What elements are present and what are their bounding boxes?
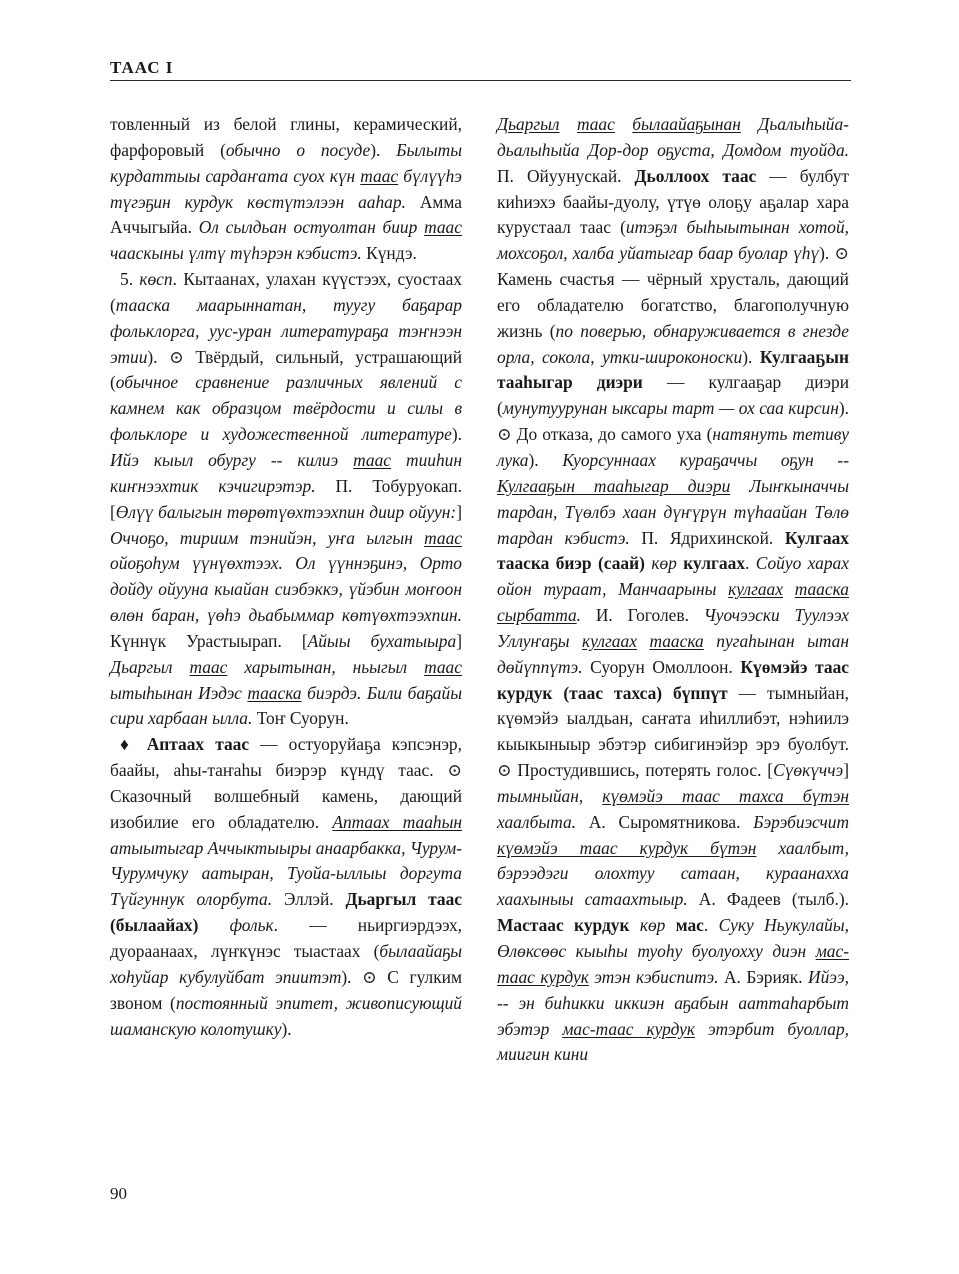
underlined-example: күөмэйэ таас курдук бүтэн — [497, 837, 757, 858]
text-run: Эллэй. — [272, 889, 346, 910]
italic-text: көсп — [139, 269, 173, 290]
underlined-example: таас — [353, 449, 392, 470]
text-run: ] — [456, 630, 462, 651]
italic-text: бүлүүһэ түгэҕин курдук көстүтэлээн ааһар. — [110, 165, 462, 212]
text-run: — булбут киһиэхэ баайы-дуолу, үтүө олоҕу аҕалар хара курустаал таас ( — [497, 165, 849, 238]
underlined-example: таас — [189, 656, 228, 677]
underlined-example: күөмэйэ таас тахса бүтэн — [602, 785, 849, 806]
underlined-example: Дьаргыл — [497, 114, 560, 134]
text-run: — тымныйан, күөмэйэ ыалдьан, саҥата иһиллибэт, нэһиилэ кыыкыныыр эбэтэр сибигинэйэр эрэ буолбут. ⊙ Простудившись, потерять голос. [ — [497, 682, 850, 781]
italic-text: этэрбит буоллар, миигин кини — [497, 1018, 850, 1065]
underlined-example: тааска — [794, 579, 849, 600]
text-run — [198, 915, 229, 935]
italic-text: харытынан, ньыгыл — [227, 656, 425, 677]
left-column — [110, 112, 462, 1042]
headword: Дьаргыл таас (былаайах) — [110, 889, 462, 936]
headword: Мастаас курдук — [497, 915, 630, 936]
italic-text: мунутуурунан ыксары тарт — ох саа кирсин — [502, 398, 839, 419]
underlined-example: кулгаах — [582, 630, 637, 651]
text-run: ). — [742, 346, 760, 367]
italic-text: Өлүү балыгын төрөтүөхтээхпин диир ойуун: — [115, 501, 457, 522]
text-run: . — ньиргиэрдээх, дуораанаах, лүҥкүнэс тыастаах ( — [110, 915, 462, 961]
italic-text: чааскыны үлтү түһэрэн кэбистэ. — [110, 243, 362, 264]
headword: Дьоллоох таас — [634, 165, 757, 186]
italic-text: Ол сылдьан остуолтан биир — [198, 217, 425, 238]
underlined-example: былаайаҕынан — [632, 114, 741, 134]
italic-text: Ийээ, -- эн биһикки иккиэн аҕабын ааттаһарбыт эбэтэр — [497, 966, 849, 1039]
text-run: А. Фадеев (тылб.). — [687, 889, 849, 910]
text-run: А. Сыромятникова. — [576, 811, 754, 832]
text-run: Суорун Омоллоон. — [582, 656, 741, 677]
italic-text — [615, 114, 632, 134]
italic-text: итэҕэл быһыытынан хотой, мохсоҕол, халба уйатыгар баар буолар үһү — [497, 217, 849, 264]
text-run: П. Ойуунускай. — [497, 165, 635, 186]
text-run: — кулгааҕар диэри ( — [497, 372, 850, 419]
right-column — [497, 112, 849, 1068]
italic-text — [560, 114, 577, 134]
underlined-example: таас — [576, 114, 615, 134]
text-run: ). ⊙ С гулким звоном ( — [110, 966, 462, 1013]
italic-text: обычное сравнение различных явлений с камнем как образцом твёрдости и силы в фольклоре и художественной литературе — [110, 372, 462, 445]
headword: Кулгаах тааска биэр (саай) — [497, 527, 850, 574]
underlined-example: сырбатта — [497, 605, 577, 626]
underlined-example: кулгаах — [728, 579, 783, 600]
page-number: 90 — [110, 1184, 127, 1203]
italic-text: Сүөкүччэ — [773, 760, 844, 781]
headword: кулгаах — [683, 553, 746, 574]
header-rule — [110, 80, 851, 81]
text-run: . — [745, 553, 756, 574]
italic-text: обычно о посуде — [225, 139, 371, 160]
italic-text: ойоҕоһум үүнүөхтээх. Ол үүннэҕинэ, Орто дойду ойууна кыайан сиэбэккэ, үйэбин моҥоон өлөн баран, үөһэ дьабыммар көтүөхтээхпин. — [110, 553, 462, 626]
text-run: И. Гоголев. — [581, 605, 704, 626]
text-run — [665, 915, 675, 935]
italic-text: биэрдэ. Били баҕайы сири харбаан ылла. — [110, 682, 462, 729]
italic-text: Ийэ кыыл обургу -- килиэ — [110, 449, 354, 470]
text-run: ). — [370, 139, 397, 160]
text-run: ). — [451, 424, 462, 445]
text-run: ). — [528, 449, 563, 470]
italic-text: фольк — [229, 915, 274, 936]
text-run: П. Тобуруокап. [ — [110, 475, 462, 522]
text-run: ). ⊙ Твёрдый, сильный, устрашающий ( — [110, 346, 462, 393]
italic-text: Сойуо харах ойон тураат, Манчаарыны — [497, 553, 849, 600]
italic-text: көр — [639, 915, 666, 936]
headword: Аптаах таас — [146, 734, 250, 755]
text-run: Күннүк Урастыырап. [ — [110, 630, 308, 651]
underlined-example: таас — [424, 527, 462, 548]
italic-text: көр — [651, 553, 677, 574]
italic-text: Бэрэбиэсчит — [753, 811, 849, 832]
text-run: ). ⊙ До отказа, до самого уха ( — [497, 398, 849, 445]
underlined-example: таас — [424, 656, 462, 677]
italic-text: хаалбыта. — [497, 811, 577, 832]
underlined-example: таас — [424, 217, 462, 238]
underlined-example: таас — [360, 165, 399, 186]
dictionary-paragraph — [110, 732, 462, 1042]
italic-text: . — [576, 605, 582, 626]
italic-text: Чуочээски Туулээх Уллуҥаҕы — [497, 605, 850, 651]
headword: Кулгааҕын тааһыгар диэри — [497, 346, 849, 393]
underlined-example: тааска — [649, 630, 704, 651]
italic-text: постоянный эпитет, живописующий шаманскую колотушку — [110, 992, 462, 1039]
text-run: Амма Аччыгыйа. — [110, 191, 462, 238]
text-run: П. Ядрихинской. — [629, 527, 785, 548]
italic-text: Былыты курдаттыы сардаҥата суох күн — [110, 139, 462, 186]
running-header-title: ТААС I — [110, 58, 174, 77]
underlined-example: тааска — [247, 682, 302, 703]
diamond-marker: ♦ — [120, 734, 147, 755]
text-run: . Кытаанах, улахан күүстээх, суостаах ( — [110, 269, 462, 315]
text-run — [629, 915, 639, 935]
text-run: . — [703, 915, 719, 936]
text-run: А. Бэрияк. — [718, 966, 809, 987]
italic-text: тииһин киҥнээхтик кэчигирэтэр. — [110, 449, 462, 496]
text-run: 5. — [120, 269, 140, 290]
headword: Күөмэйэ таас курдук (таас тахса) бүппүт — [497, 656, 849, 703]
dictionary-paragraph — [110, 267, 462, 732]
italic-text — [783, 579, 795, 599]
italic-text: тааска маарыннатан, туугу баҕарар фольклорга, уус-уран литератураҕа тэҥнээн этии — [110, 294, 462, 367]
italic-text: Дьалыһыйа-дьалыһыйа Дор-дор оҕуста, Домдом туойда. — [497, 114, 849, 160]
text-run: ). ⊙ Камень счастья — чёрный хрусталь, дающий его обладателю богатство, благополучную жизнь ( — [497, 243, 850, 341]
italic-text: ытыһынан Иэдэс — [110, 682, 248, 703]
dictionary-paragraph — [497, 112, 849, 1068]
text-run: товленный из белой глины, керамический, фарфоровый ( — [110, 114, 462, 160]
underlined-example: мас-таас курдук — [497, 941, 849, 987]
italic-text: былаайаҕы хоһуйар кубулуйбат эпиитэт — [110, 941, 462, 987]
italic-text: Лыҥкыначчы тардан, Түөлбэ хаан дүҥүрүн түһаайан Төлө тардан кэбистэ. — [497, 475, 849, 548]
italic-text: натянуть тетиву лука — [497, 424, 849, 470]
italic-text: этэн кэбиспитэ. — [588, 966, 719, 987]
italic-text: Дьаргыл — [110, 656, 190, 677]
text-run: Күндэ. — [361, 243, 417, 264]
italic-text: атыытыгар Аччыктыыры анаарбакка, Чурум-Чурумчуку аатыран, Туойа-ыллыы доргута Түйгуннук олорбута. — [110, 837, 462, 910]
italic-text: Куорсуннаах кураҕаччы оҕун -- — [562, 449, 849, 470]
italic-text: пугаһынан ытан дөйүппүтэ. — [497, 630, 849, 677]
running-header — [110, 58, 851, 78]
underlined-example: Кулгааҕын тааһыгар диэри — [497, 475, 731, 496]
underlined-example: мас-таас курдук — [562, 1018, 696, 1039]
italic-text: тымныйан, — [497, 785, 603, 806]
italic-text: Суку Ньукулайы, Өлөксөөс кыыһы туоһу буолуохху диэн — [497, 915, 849, 961]
dictionary-paragraph — [110, 112, 462, 267]
text-run: — остуоруйаҕа кэпсэнэр, баайы, аһы-таҥаһы биэрэр күндү таас. ⊙ Сказочный волшебный камень, дающий изобилие его обладателю. — [110, 734, 462, 832]
underlined-example: Аптаах тааһын — [332, 811, 462, 832]
italic-text: хаалбыт, бэрээдэги олохтуу сатаан, кураанахха хаахыныы сатаахтыыр. — [497, 837, 850, 910]
italic-text — [637, 631, 650, 651]
italic-text: Оччоҕо, тириим тэнийэн, уҥа ылгын — [110, 527, 425, 548]
text-run: ). — [281, 1018, 292, 1039]
text-run: ] — [843, 760, 849, 781]
text-run: ] — [456, 501, 462, 522]
text-run: Тоҥ Суорун. — [252, 708, 349, 729]
italic-text: Айыы бухатыыра — [307, 630, 457, 651]
italic-text: по поверью, обнаруживается в гнезде орла, сокола, утки-широконоски — [497, 320, 849, 367]
headword: мас — [675, 915, 704, 936]
